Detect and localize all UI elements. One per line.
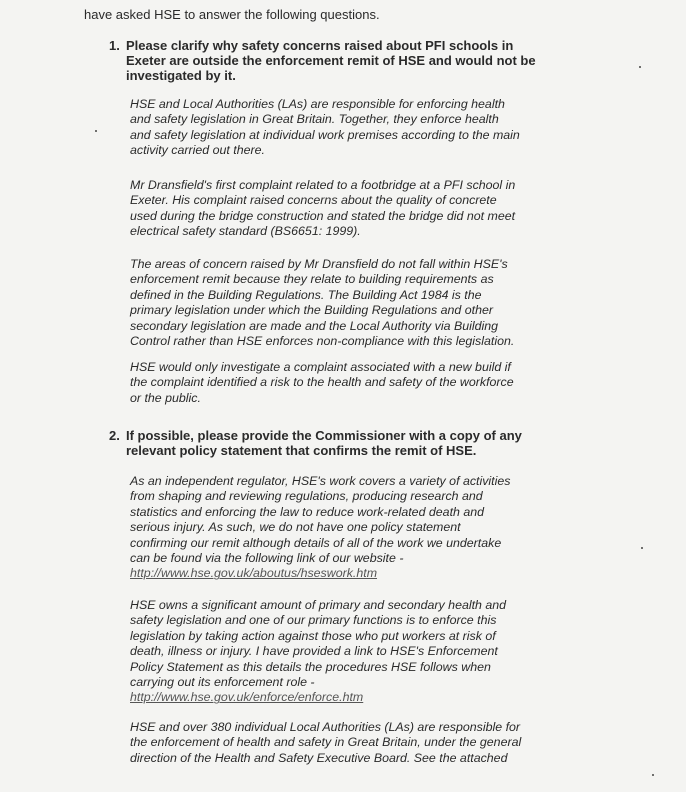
- question-1: [109, 38, 579, 83]
- answer-2-paragraph-1: As an independent regulator, HSE's work covers a variety of activities from shaping and reviewing regulations, producing research and statistics and enforcing the law to reduce work-related death and serious injury. As such, we do not have one policy statement confirming our remit although details of all of the work we undertake can be found via the following link of our website - http://www.hse.gov.uk/aboutus/hseswork.htm: [130, 474, 590, 582]
- question-1-number: 1.: [109, 38, 120, 53]
- answer-2-paragraph-3: HSE and over 380 individual Local Authorities (LAs) are responsible for the enforcement of health and safety in Great Britain, under the general direction of the Health and Safety Executive Board. See the attached: [130, 720, 522, 765]
- scan-speck: [639, 66, 641, 68]
- answer-1-paragraph-2: Mr Dransfield's first complaint related to a footbridge at a PFI school in Exeter. His complaint raised concerns about the quality of concrete used during the bridge construction and stated the bridge did not meet electrical safety standard (BS6651: 1999).: [130, 178, 516, 239]
- scan-speck: [652, 774, 654, 776]
- enforce-link[interactable]: http://www.hse.gov.uk/enforce/enforce.htm: [130, 690, 364, 705]
- question-2-number: 2.: [109, 428, 120, 443]
- question-2-text: If possible, please provide the Commissioner with a copy of any relevant policy statement that confirms the remit of HSE.: [126, 428, 522, 458]
- answer-1-paragraph-1: HSE and Local Authorities (LAs) are responsible for enforcing health and safety legislation in Great Britain. Together, they enforce health and safety legislation at individual work premises according to the main activity carried out there.: [130, 97, 520, 158]
- scan-speck: [641, 547, 643, 549]
- answer-1-paragraph-4: HSE would only investigate a complaint associated with a new build if the complaint identified a risk to the health and safety of the workforce or the public.: [130, 360, 514, 405]
- answer-2-paragraph-2: HSE owns a significant amount of primary and secondary health and safety legislation and one of our primary functions is to enforce this legislation by taking action against those who put workers at risk of death, illness or injury. I have provided a link to HSE's Enforcement Policy Statement as this details the procedures HSE follows when carrying out its enforcement role - http://www.hse.gov.uk/enforce/enforce.htm: [130, 598, 590, 706]
- hseswork-link[interactable]: http://www.hse.gov.uk/aboutus/hseswork.htm: [130, 566, 378, 581]
- answer-1-paragraph-3: The areas of concern raised by Mr Dransfield do not fall within HSE's enforcement remit because they relate to building requirements as defined in the Building Regulations. The Building Act 1984 is the primary legislation under which the Building Regulations and other secondary legislation are made and the Local Authority via Building Control rather than HSE enforces non-compliance with this legislation.: [130, 257, 515, 349]
- intro-line: have asked HSE to answer the following questions.: [84, 7, 380, 22]
- question-2: [109, 428, 579, 458]
- question-1-text: Please clarify why safety concerns raised about PFI schools in Exeter are outside the enforcement remit of HSE and would not be investigated by it.: [126, 38, 536, 83]
- scan-speck: [95, 130, 97, 132]
